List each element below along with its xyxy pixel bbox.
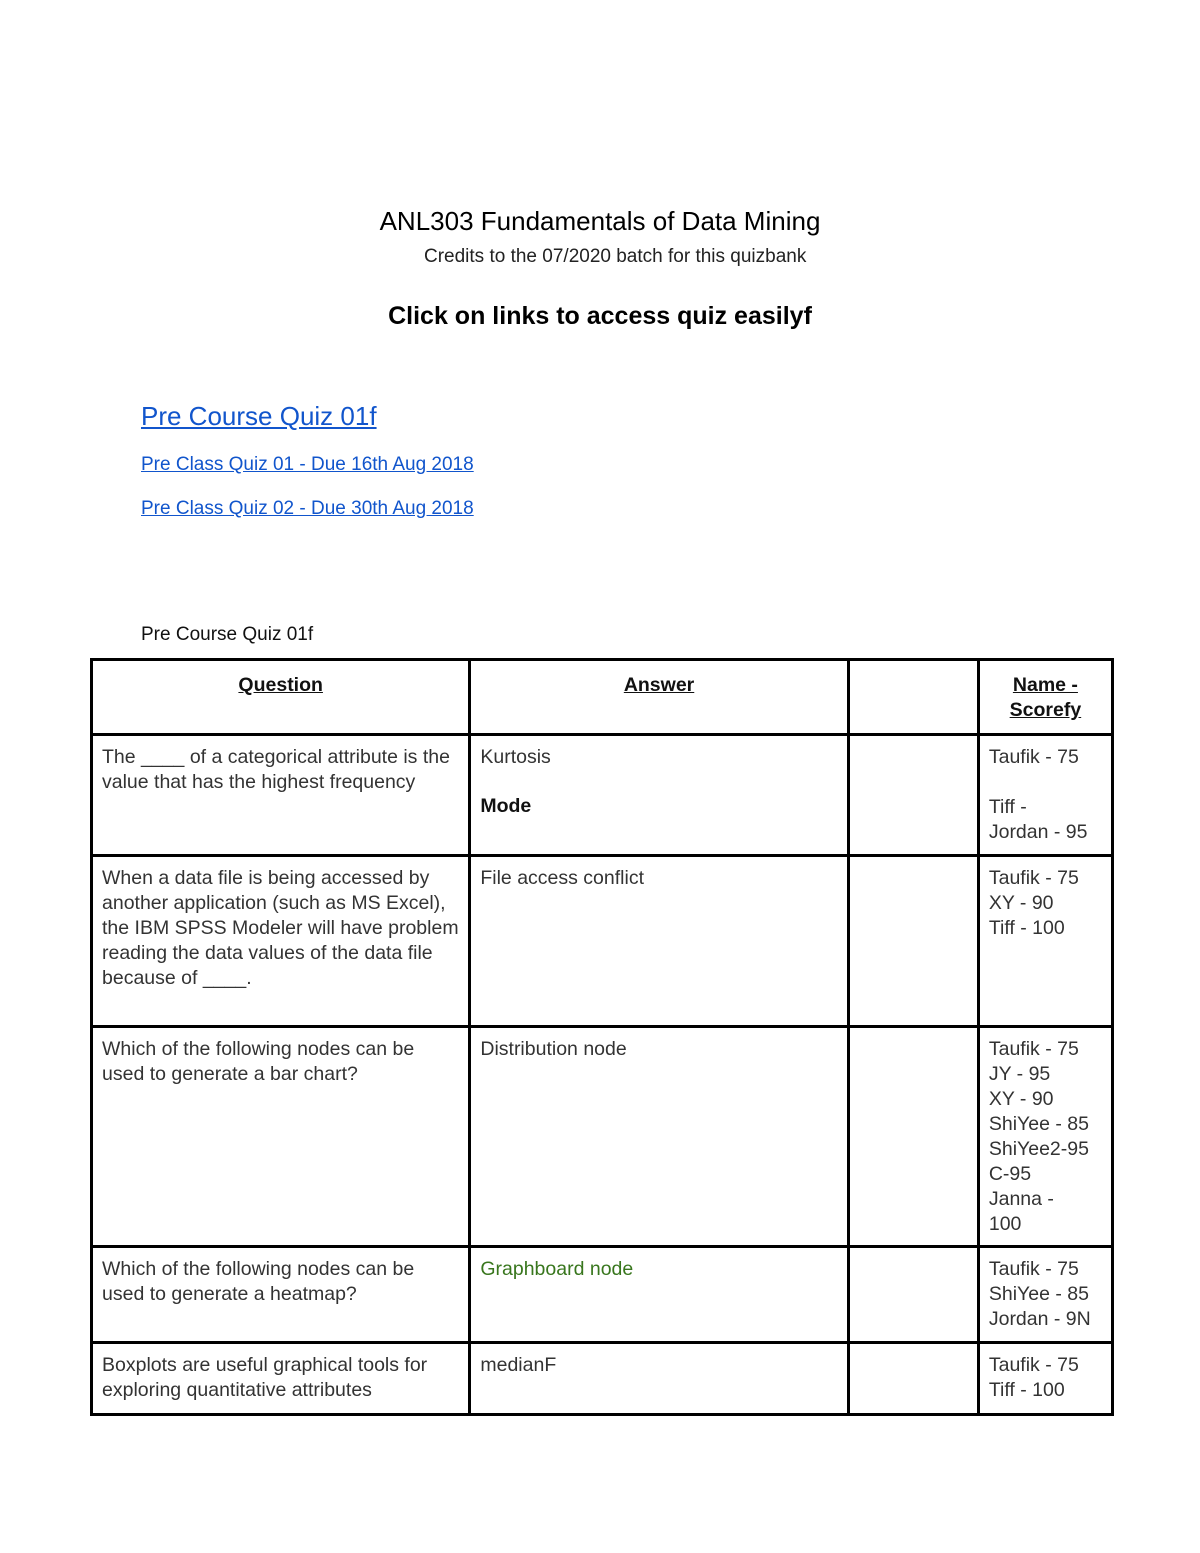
question-cell: Which of the following nodes can be used to generate a heatmap? <box>92 1247 470 1343</box>
score-entry: Tiff - <box>988 796 1027 818</box>
answer-cell: medianF <box>470 1343 848 1415</box>
answer-cell: Distribution node <box>470 1027 848 1247</box>
score-entry: Taufik - 75 <box>988 867 1079 889</box>
header-empty <box>848 660 978 735</box>
score-entry: Jordan - 9N <box>988 1308 1091 1330</box>
score-cell <box>978 856 1112 1027</box>
header-answer: Answer <box>470 660 848 735</box>
empty-cell <box>848 1027 978 1247</box>
score-entry: Taufik - 75 <box>988 1258 1079 1280</box>
score-entry: Taufik - 75 <box>988 1038 1079 1060</box>
answer-correct: Mode <box>480 795 532 817</box>
score-entry: 100 <box>988 1213 1022 1235</box>
score-entry: Tiff - 100 <box>988 917 1065 939</box>
header-name-score <box>978 660 1112 735</box>
link-pre-course-quiz-01[interactable]: Pre Course Quiz 01f <box>141 401 377 431</box>
empty-cell <box>848 735 978 856</box>
score-cell <box>978 1343 1112 1415</box>
question-cell: When a data file is being accessed by another application (such as MS Excel), the IBM SPSS Modeler will have problem reading the data values of the data file because of ____. <box>92 856 470 1027</box>
question-cell: Which of the following nodes can be used to generate a bar chart? <box>92 1027 470 1247</box>
score-entry: Janna - <box>988 1188 1054 1210</box>
score-entry: Tiff - 100 <box>988 1379 1065 1401</box>
header-question: Question <box>92 660 470 735</box>
score-entry: C-95 <box>988 1163 1032 1185</box>
quiz-table <box>90 658 1114 1416</box>
score-cell <box>978 1247 1112 1343</box>
table-caption: Pre Course Quiz 01f <box>141 624 314 645</box>
table-row <box>92 1247 1113 1343</box>
score-entry: ShiYee - 85 <box>988 1113 1089 1135</box>
empty-cell <box>848 856 978 1027</box>
credits-line: Credits to the 07/2020 batch for this quizbank <box>424 246 807 267</box>
score-entry: Taufik - 75 <box>988 1354 1079 1376</box>
table-row <box>92 1343 1113 1415</box>
link-pre-class-quiz-02[interactable]: Pre Class Quiz 02 - Due 30th Aug 2018 <box>141 498 474 519</box>
answer-cell <box>470 735 848 856</box>
score-entry: ShiYee2-95 <box>988 1138 1089 1160</box>
click-heading: Click on links to access quiz easilyf <box>388 302 812 330</box>
header-name-line1: Name - <box>1012 674 1078 696</box>
score-entry: JY - 95 <box>988 1063 1051 1085</box>
document-title: ANL303 Fundamentals of Data Mining <box>379 206 821 236</box>
score-entry: XY - 90 <box>988 1088 1054 1110</box>
score-entry: ShiYee - 85 <box>988 1283 1089 1305</box>
table-row <box>92 735 1113 856</box>
score-entry-blank <box>989 770 1102 795</box>
empty-cell <box>848 1247 978 1343</box>
answer-cell: File access conflict <box>470 856 848 1027</box>
table-row <box>92 1027 1113 1247</box>
question-cell: The ____ of a categorical attribute is the value that has the highest frequency <box>92 735 470 856</box>
table-row <box>92 856 1113 1027</box>
score-entry: Jordan - 95 <box>988 821 1088 843</box>
empty-cell <box>848 1343 978 1415</box>
score-entry: Taufik - 75 <box>988 746 1079 768</box>
question-cell: Boxplots are useful graphical tools for exploring quantitative attributes <box>92 1343 470 1415</box>
score-cell <box>978 1027 1112 1247</box>
answer-cell: Graphboard node <box>470 1247 848 1343</box>
score-cell <box>978 735 1112 856</box>
link-pre-class-quiz-01[interactable]: Pre Class Quiz 01 - Due 16th Aug 2018 <box>141 454 474 475</box>
score-entry: XY - 90 <box>988 892 1054 914</box>
answer-option: Kurtosis <box>480 746 551 768</box>
table-header-row <box>92 660 1113 735</box>
header-name-line2: Scorefy <box>1009 699 1082 721</box>
